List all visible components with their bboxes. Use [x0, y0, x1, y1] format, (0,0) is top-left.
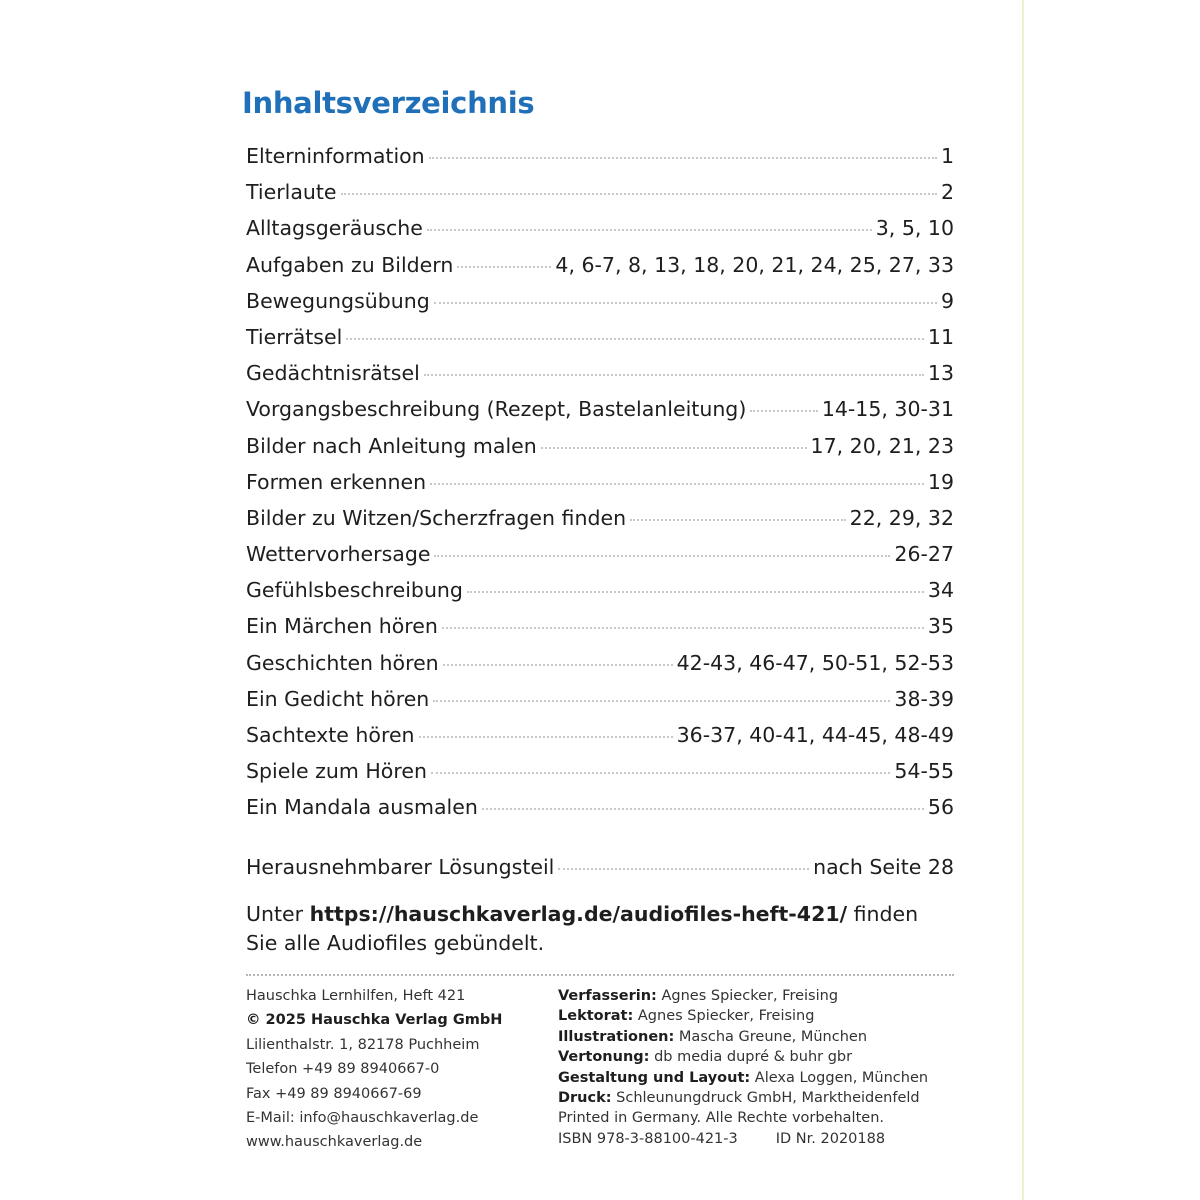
toc-pages: 9 — [940, 288, 954, 313]
website: www.hauschkaverlag.de — [246, 1134, 423, 1151]
toc-pages: 22, 29, 32 — [849, 505, 954, 530]
phone: Telefon +49 89 8940667-0 — [246, 1061, 440, 1078]
toc-label: Bewegungsübung — [246, 288, 430, 313]
toc-entry — [246, 138, 954, 174]
toc-label: Ein Gedicht hören — [246, 686, 430, 711]
toc-entry — [246, 391, 954, 427]
toc-entry — [246, 608, 954, 644]
toc-entry — [246, 428, 954, 464]
toc-entry — [246, 210, 954, 246]
toc-label: Ein Märchen hören — [246, 614, 438, 639]
toc-entry — [246, 500, 954, 536]
credit-value: Mascha Greune, München — [674, 1028, 868, 1045]
toc-entry — [246, 464, 954, 500]
toc-entry — [246, 283, 954, 319]
facing-page — [1024, 0, 1200, 1200]
toc-label: Gedächtnisrätsel — [246, 361, 420, 386]
toc-pages: 42-43, 46-47, 50-51, 52-53 — [676, 650, 954, 675]
audio-prefix: Unter — [246, 902, 310, 926]
credit-illustrations — [558, 1027, 928, 1047]
rights: Printed in Germany. Alle Rechte vorbehalten. — [558, 1110, 884, 1127]
series: Hauschka Lernhilfen, Heft 421 — [246, 988, 466, 1004]
credit-print — [558, 1088, 928, 1108]
credit-author — [558, 986, 928, 1006]
dot-leader — [630, 518, 846, 521]
toc-entry — [246, 536, 954, 572]
dot-leader — [467, 590, 924, 593]
toc-pages: nach Seite 28 — [813, 855, 954, 879]
toc-pages: 1 — [940, 144, 954, 168]
toc-entry — [246, 355, 954, 391]
audio-suffix: finden — [847, 902, 919, 926]
solution-entry — [246, 849, 954, 885]
credit-label: Vertonung: — [558, 1049, 650, 1066]
email: E-Mail: info@hauschkaverlag.de — [246, 1110, 479, 1127]
toc-pages: 13 — [927, 361, 954, 386]
credit-sound — [558, 1047, 928, 1067]
dot-leader — [442, 626, 924, 629]
dot-leader — [433, 699, 890, 702]
table-of-contents — [246, 138, 954, 826]
toc-pages: 36-37, 40-41, 44-45, 48-49 — [676, 723, 954, 747]
dot-leader — [424, 373, 924, 376]
imprint-credits — [558, 986, 928, 1149]
credit-editor — [558, 1006, 928, 1026]
toc-label: Elterninformation — [246, 144, 425, 168]
credit-value: Schleunungdruck GmbH, Marktheidenfeld — [611, 1090, 920, 1107]
dot-leader — [429, 156, 937, 159]
copyright: © 2025 Hauschka Verlag GmbH — [246, 1012, 503, 1029]
toc-label: Alltagsgeräusche — [246, 216, 423, 241]
credit-label: Lektorat: — [558, 1008, 634, 1025]
toc-label: Bilder zu Witzen/Scherzfragen finden — [246, 505, 627, 530]
toc-label: Sachtexte hören — [246, 723, 415, 747]
audio-line2: Sie alle Audiofiles gebündelt. — [246, 931, 545, 955]
toc-label: Ein Mandala ausmalen — [246, 795, 478, 820]
dot-leader — [558, 867, 809, 870]
divider — [246, 974, 954, 976]
toc-pages: 17, 20, 21, 23 — [810, 433, 954, 458]
imprint-publisher — [246, 984, 502, 1155]
toc-label: Wettervorhersage — [246, 542, 431, 567]
toc-pages: 11 — [927, 324, 954, 349]
credit-design — [558, 1068, 928, 1088]
dot-leader — [419, 735, 673, 738]
dot-leader — [482, 807, 924, 810]
toc-label: Geschichten hören — [246, 650, 439, 675]
credit-label: Druck: — [558, 1090, 612, 1107]
toc-label: Tierrätsel — [246, 324, 343, 349]
dot-leader — [434, 554, 890, 557]
dot-leader — [346, 337, 924, 340]
toc-pages: 2 — [940, 180, 954, 205]
toc-entry — [246, 789, 954, 825]
audio-note — [246, 900, 954, 958]
toc-pages: 4, 6-7, 8, 13, 18, 20, 21, 24, 25, 27, 33 — [555, 252, 954, 277]
toc-entry — [246, 681, 954, 717]
dot-leader — [443, 663, 673, 666]
toc-pages: 56 — [927, 795, 954, 820]
toc-pages: 14-15, 30-31 — [821, 397, 954, 422]
dot-leader — [427, 228, 872, 231]
credit-label: Illustrationen: — [558, 1028, 675, 1045]
audio-url: https://hauschkaverlag.de/audiofiles-heft-421/ — [309, 902, 848, 926]
address: Lilienthalstr. 1, 82178 Puchheim — [246, 1036, 480, 1053]
toc-entry — [246, 717, 954, 753]
toc-entry — [246, 247, 954, 283]
isbn-row — [558, 1129, 928, 1149]
dot-leader — [341, 192, 937, 195]
credit-value: Alexa Loggen, München — [750, 1069, 929, 1086]
toc-pages: 26-27 — [894, 542, 954, 567]
toc-label: Vorgangsbeschreibung (Rezept, Bastelanleitung) — [246, 397, 747, 422]
toc-entry — [246, 174, 954, 210]
credit-value: Agnes Spiecker, Freising — [656, 988, 839, 1004]
toc-label: Bilder nach Anleitung malen — [246, 433, 537, 458]
credit-label: Gestaltung und Layout: — [558, 1069, 751, 1086]
toc-pages: 35 — [927, 614, 954, 639]
toc-entry — [246, 753, 954, 789]
toc-pages: 54-55 — [894, 759, 954, 784]
dot-leader — [430, 482, 924, 485]
toc-label: Tierlaute — [246, 180, 337, 205]
toc-label: Herausnehmbarer Lösungsteil — [246, 855, 555, 879]
toc-pages: 19 — [927, 469, 954, 494]
credit-value: Agnes Spiecker, Freising — [633, 1008, 815, 1025]
dot-leader — [541, 446, 807, 449]
credit-label: Verfasserin: — [558, 988, 657, 1004]
credit-value: db media dupré & buhr gbr — [649, 1049, 853, 1066]
toc-entry — [246, 319, 954, 355]
dot-leader — [457, 265, 551, 268]
toc-label: Aufgaben zu Bildern — [246, 252, 454, 277]
toc-label: Spiele zum Hören — [246, 759, 427, 784]
isbn: ISBN 978-3-88100-421-3 — [558, 1130, 738, 1147]
toc-pages: 38-39 — [894, 686, 954, 711]
toc-entry — [246, 645, 954, 681]
id-number: ID Nr. 2020188 — [775, 1130, 886, 1147]
page-title: Inhaltsverzeichnis — [242, 86, 535, 120]
dot-leader — [431, 771, 890, 774]
toc-pages: 3, 5, 10 — [875, 216, 954, 241]
toc-pages: 34 — [927, 578, 954, 603]
dot-leader — [434, 301, 937, 304]
toc-entry — [246, 572, 954, 608]
toc-label: Gefühlsbeschreibung — [246, 578, 463, 603]
fax: Fax +49 89 8940667-69 — [246, 1085, 422, 1102]
dot-leader — [750, 409, 818, 412]
toc-label: Formen erkennen — [246, 469, 427, 494]
